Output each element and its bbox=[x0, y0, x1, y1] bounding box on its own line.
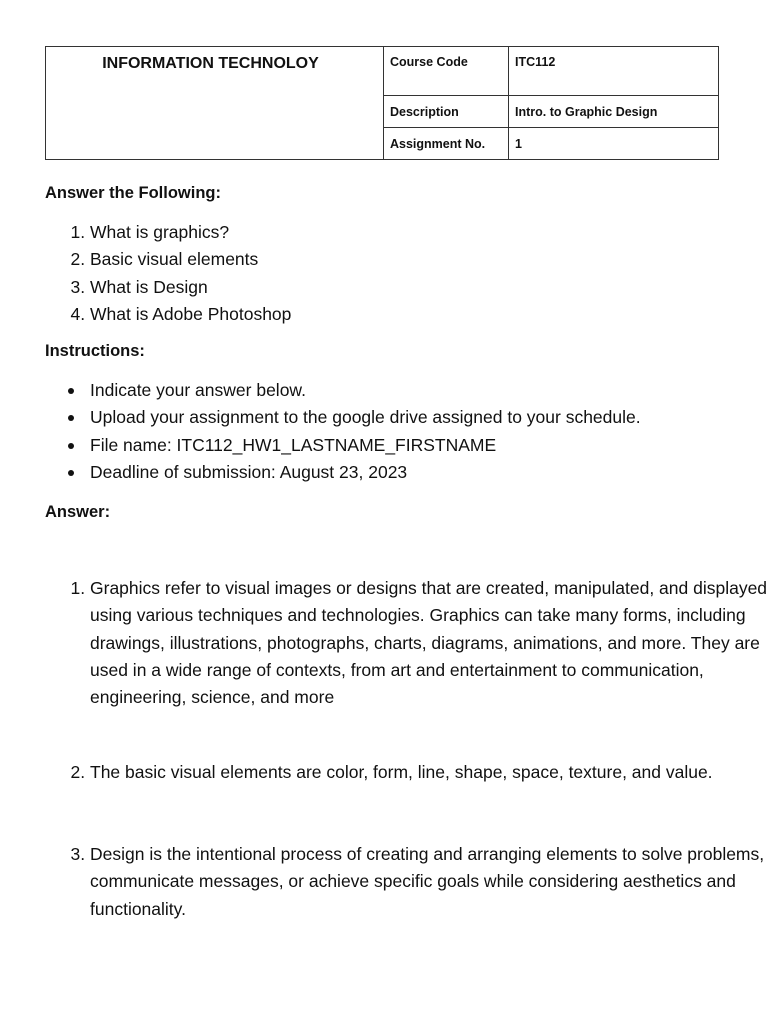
list-item: 1. What is graphics? bbox=[90, 219, 291, 246]
course-header-table bbox=[45, 46, 719, 160]
questions-list bbox=[45, 219, 291, 328]
list-item: 3. Design is the intentional process of creating and arranging elements to solve problems, communicate messages, or achieve specific goals while considering aesthetics and functionality. bbox=[90, 841, 768, 923]
questions-heading: Answer the Following: bbox=[45, 184, 221, 202]
list-item: File name: ITC112_HW1_LASTNAME_FIRSTNAME bbox=[90, 432, 641, 459]
list-item: 3. What is Design bbox=[90, 274, 291, 301]
instructions-list bbox=[45, 377, 641, 486]
course-code-value: ITC112 bbox=[509, 47, 719, 96]
answer-list-1 bbox=[45, 575, 768, 711]
org-title: INFORMATION TECHNOLOY bbox=[46, 47, 384, 160]
answer-list-3 bbox=[45, 841, 768, 923]
list-item: 2. Basic visual elements bbox=[90, 246, 291, 273]
description-label: Description bbox=[384, 96, 509, 128]
answer-list-2 bbox=[45, 759, 768, 786]
header-row bbox=[46, 47, 719, 96]
list-item: 1. Graphics refer to visual images or designs that are created, manipulated, and displayed using various techniques and technologies. Graphics can take many forms, including drawings, illustrations, photographs, charts, diagrams, animations, and more. They are used in a wide range of contexts, from art and entertainment to communication, engineering, science, and more bbox=[90, 575, 768, 711]
assignment-no-value: 1 bbox=[509, 128, 719, 160]
answers-heading: Answer: bbox=[45, 503, 111, 521]
course-code-label: Course Code bbox=[384, 47, 509, 96]
list-item: 4. What is Adobe Photoshop bbox=[90, 301, 291, 328]
list-item: Upload your assignment to the google drive assigned to your schedule. bbox=[90, 404, 641, 431]
assignment-no-label: Assignment No. bbox=[384, 128, 509, 160]
description-value: Intro. to Graphic Design bbox=[509, 96, 719, 128]
instructions-heading: Instructions: bbox=[45, 342, 145, 360]
list-item: 2. The basic visual elements are color, form, line, shape, space, texture, and value. bbox=[90, 759, 768, 786]
list-item: Deadline of submission: August 23, 2023 bbox=[90, 459, 641, 486]
list-item: Indicate your answer below. bbox=[90, 377, 641, 404]
